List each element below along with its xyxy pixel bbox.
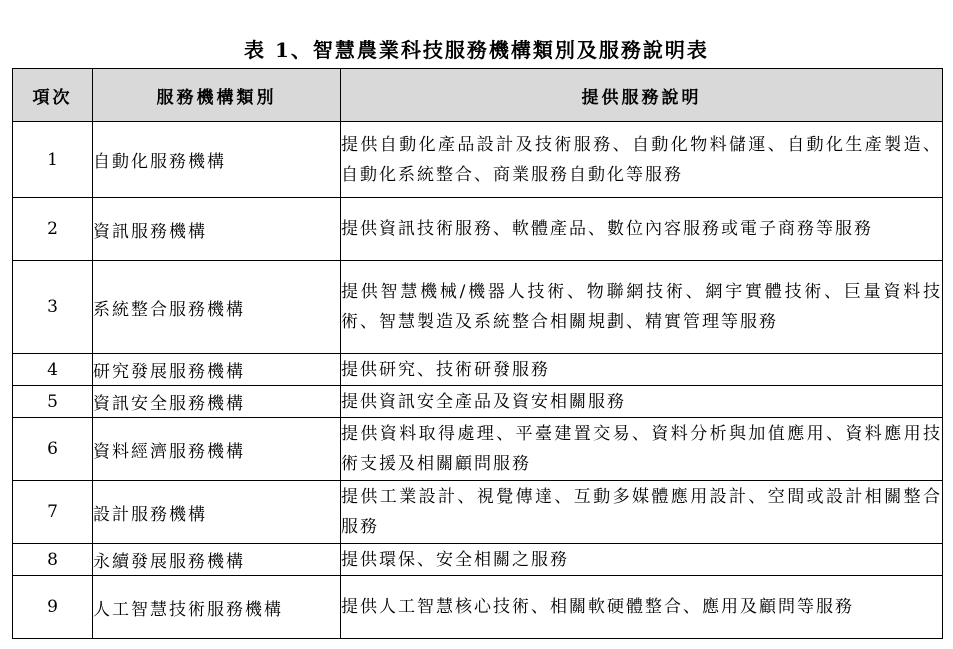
row-index: 1 bbox=[13, 122, 93, 198]
row-index: 9 bbox=[13, 576, 93, 639]
row-category: 設計服務機構 bbox=[93, 481, 341, 544]
row-description: 提供研究、技術研發服務 bbox=[341, 354, 943, 386]
table-row bbox=[13, 198, 943, 261]
service-table bbox=[12, 68, 943, 639]
row-description: 提供自動化產品設計及技術服務、自動化物料儲運、自動化生產製造、自動化系統整合、商業服務自動化等服務 bbox=[341, 122, 943, 198]
row-category: 研究發展服務機構 bbox=[93, 354, 341, 386]
table-row bbox=[13, 418, 943, 481]
table-header-row bbox=[13, 69, 943, 122]
row-description: 提供資訊技術服務、軟體產品、數位內容服務或電子商務等服務 bbox=[341, 198, 943, 261]
table-row bbox=[13, 481, 943, 544]
row-index: 6 bbox=[13, 418, 93, 481]
table-row bbox=[13, 122, 943, 198]
row-description: 提供智慧機械/機器人技術、物聯網技術、網宇實體技術、巨量資料技術、智慧製造及系統整合相關規劃、精實管理等服務 bbox=[341, 261, 943, 354]
table-row bbox=[13, 544, 943, 576]
table-row bbox=[13, 386, 943, 418]
row-index: 3 bbox=[13, 261, 93, 354]
row-description: 提供人工智慧核心技術、相關軟硬體整合、應用及顧問等服務 bbox=[341, 576, 943, 639]
row-index: 8 bbox=[13, 544, 93, 576]
row-description: 提供資訊安全產品及資安相關服務 bbox=[341, 386, 943, 418]
row-category: 自動化服務機構 bbox=[93, 122, 341, 198]
row-description: 提供資料取得處理、平臺建置交易、資料分析與加值應用、資料應用技術支援及相關顧問服務 bbox=[341, 418, 943, 481]
table-row bbox=[13, 576, 943, 639]
row-category: 資訊安全服務機構 bbox=[93, 386, 341, 418]
table-row bbox=[13, 261, 943, 354]
table-row bbox=[13, 354, 943, 386]
row-description: 提供環保、安全相關之服務 bbox=[341, 544, 943, 576]
row-category: 資訊服務機構 bbox=[93, 198, 341, 261]
table-caption: 表 1、智慧農業科技服務機構類別及服務說明表 bbox=[244, 38, 709, 62]
row-index: 4 bbox=[13, 354, 93, 386]
header-index: 項次 bbox=[13, 69, 93, 122]
row-category: 永續發展服務機構 bbox=[93, 544, 341, 576]
row-index: 7 bbox=[13, 481, 93, 544]
header-category: 服務機構類別 bbox=[93, 69, 341, 122]
row-category: 人工智慧技術服務機構 bbox=[93, 576, 341, 639]
row-category: 系統整合服務機構 bbox=[93, 261, 341, 354]
row-index: 2 bbox=[13, 198, 93, 261]
row-category: 資料經濟服務機構 bbox=[93, 418, 341, 481]
header-description: 提供服務說明 bbox=[341, 69, 943, 122]
row-index: 5 bbox=[13, 386, 93, 418]
row-description: 提供工業設計、視覺傳達、互動多媒體應用設計、空間或設計相關整合服務 bbox=[341, 481, 943, 544]
